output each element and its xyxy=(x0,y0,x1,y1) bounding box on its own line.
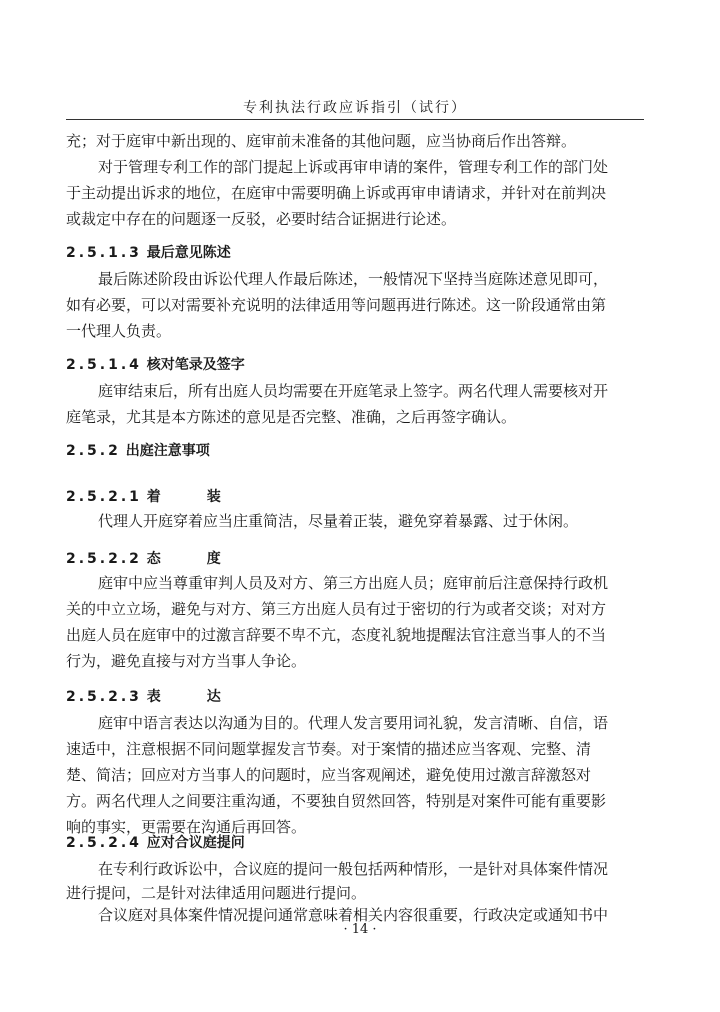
paragraph-line: 楚、简洁；回应对方当事人的问题时，应当客观阐述，避免使用过激言辞激怒对 xyxy=(66,766,592,784)
paragraph-line: 代理人开庭穿着应当庄重简洁，尽量着正装，避免穿着暴露、过于休闲。 xyxy=(98,512,579,530)
paragraph-line: 庭笔录，尤其是本方陈述的意见是否完整、准确，之后再签字确认。 xyxy=(66,408,517,426)
section-heading-2-5-2-3 xyxy=(66,684,646,710)
paragraph-line: 速适中，注意根据不同问题掌握发言节奏。对于案情的描述应当客观、完整、清 xyxy=(66,740,592,758)
paragraph-line: 一代理人负责。 xyxy=(66,322,172,340)
paragraph-line: 庭审中应当尊重审判人员及对方、第三方出庭人员；庭审前后注意保持行政机 xyxy=(98,574,609,592)
section-number: 2.5.2.4 xyxy=(66,835,142,851)
section-number: 2.5.1.4 xyxy=(66,357,142,373)
section-number: 2.5.2.3 xyxy=(66,689,142,705)
paragraph-line: 庭审结束后，所有出庭人员均需要在开庭笔录上签字。两名代理人需要核对开 xyxy=(98,382,609,400)
section-title-char: 表 xyxy=(146,689,161,705)
section-title-char: 着 xyxy=(146,489,161,505)
section-title: 出庭注意事项 xyxy=(125,443,210,459)
paragraph-line: 关的中立立场，避免与对方、第三方出庭人员有过于密切的行为或者交谈；对对方 xyxy=(66,600,607,618)
paragraph-line: 响的事实，更需要在沟通后再回答。 xyxy=(66,818,307,836)
section-number: 2.5.2.1 xyxy=(66,489,142,505)
section-heading-2-5-2 xyxy=(66,438,646,464)
section-title-char: 达 xyxy=(206,689,221,705)
section-title-char: 态 xyxy=(146,551,161,567)
paragraph-line: 行为，避免直接与对方当事人争论。 xyxy=(66,652,307,670)
running-header: 专利执法行政应诉指引（试行） xyxy=(243,100,467,116)
section-heading-2-5-2-2 xyxy=(66,546,646,572)
section-title-char: 装 xyxy=(206,489,221,505)
paragraph-line: 充；对于庭审中新出现的、庭审前未准备的其他问题，应当协商后作出答辩。 xyxy=(66,132,577,150)
section-number: 2.5.2.2 xyxy=(66,551,142,567)
section-title: 应对合议庭提问 xyxy=(146,835,245,851)
section-number: 2.5.2 xyxy=(66,443,121,459)
paragraph-line: 如有必要，可以对需要补充说明的法律适用等问题再进行陈述。这一阶段通常由第 xyxy=(66,296,607,314)
section-title: 最后意见陈述 xyxy=(146,245,231,261)
page-number: · 14 · xyxy=(343,922,377,937)
section-title: 核对笔录及签字 xyxy=(146,357,245,373)
header-divider xyxy=(66,119,644,120)
paragraph-line: 进行提问，二是针对法律适用问题进行提问。 xyxy=(66,884,367,902)
section-heading-2-5-1-4 xyxy=(66,352,646,378)
section-title-char: 度 xyxy=(206,551,221,567)
section-number: 2.5.1.3 xyxy=(66,245,142,261)
paragraph-line: 出庭人员在庭审中的过激言辞要不卑不亢，态度礼貌地提醒法官注意当事人的不当 xyxy=(66,626,607,644)
paragraph-line: 庭审中语言表达以沟通为目的。代理人发言要用词礼貌，发言清晰、自信，语 xyxy=(98,714,609,732)
paragraph-line: 在专利行政诉讼中，合议庭的提问一般包括两种情形，一是针对具体案件情况 xyxy=(98,860,609,878)
paragraph-line: 于主动提出诉求的地位，在庭审中需要明确上诉或再审申请请求，并针对在前判决 xyxy=(66,184,607,202)
paragraph-line: 方。两名代理人之间要注重沟通，不要独自贸然回答，特别是对案件可能有重要影 xyxy=(66,792,607,810)
paragraph-line: 对于管理专利工作的部门提起上诉或再审申请的案件，管理专利工作的部门处 xyxy=(98,158,609,176)
section-heading-2-5-2-4 xyxy=(66,830,646,856)
paragraph-line: 或裁定中存在的问题逐一反驳，必要时结合证据进行论述。 xyxy=(66,210,457,228)
section-heading-2-5-1-3 xyxy=(66,240,646,266)
paragraph-line: 最后陈述阶段由诉讼代理人作最后陈述，一般情况下坚持当庭陈述意见即可， xyxy=(98,270,609,288)
paragraph-line: 合议庭对具体案件情况提问通常意味着相关内容很重要，行政决定或通知书中 xyxy=(98,906,609,924)
section-heading-2-5-2-1 xyxy=(66,484,646,510)
